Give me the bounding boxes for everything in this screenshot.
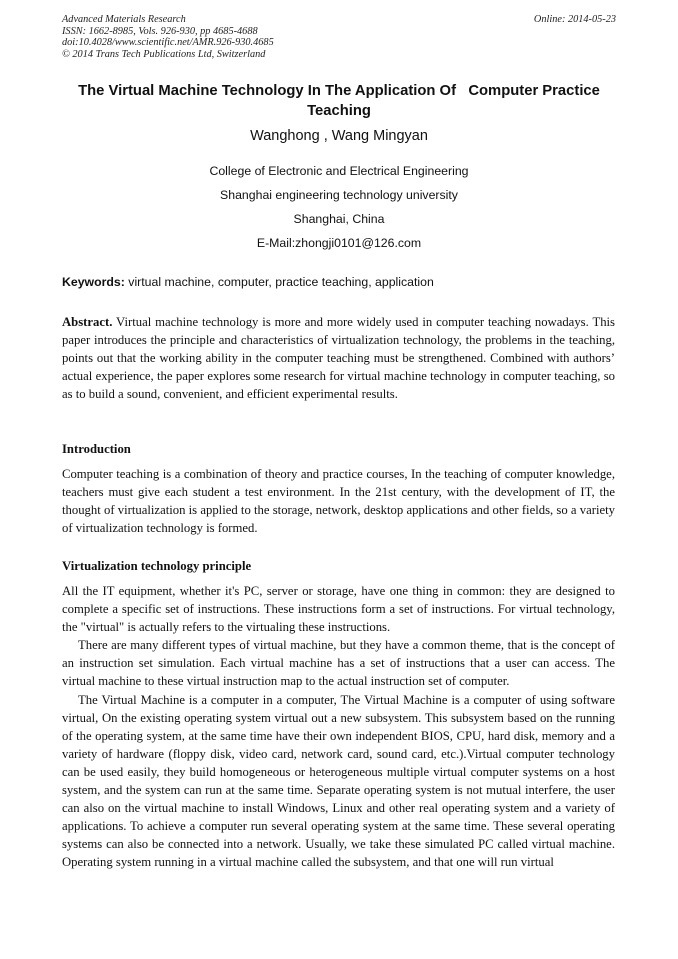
paragraph: There are many different types of virtual machine, but they have a common theme, that is the concept of an instruction set simulation. Each virtual machine has a set of instructions that a user can access. The virtual machine to these virtual instruction map to the actual instruction set of computer.: [62, 638, 615, 689]
affiliation-college: College of Electronic and Electrical Engineering: [209, 164, 469, 178]
section-heading-introduction: Introduction: [62, 442, 131, 456]
paragraph: All the IT equipment, whether it's PC, server or storage, have one thing in common: they are designed to complete a specific set of instructions. These instructions form a set of instructions. For virtual technology, the "virtual" is actually refers to the virtualing these instructions.: [62, 584, 615, 635]
author-email: E-Mail:zhongji0101@126.com: [256, 236, 422, 250]
journal-name: Advanced Materials Research: [62, 14, 186, 25]
paper-title: The Virtual Machine Technology In The Application Of Computer Practice Teaching: [78, 83, 605, 119]
introduction-body: [62, 465, 615, 537]
keywords: [62, 275, 622, 290]
keywords-text: virtual machine, computer, practice teaching, application: [124, 275, 434, 289]
abstract-text: Virtual machine technology is more and more widely used in computer teaching nowadays. This paper introduces the principle and characteristics of virtualization technology, the problems in the teaching, points out that the working ability in the computer teaching must be strengthened. Combined with authors’ actual experience, the paper explores some research for virtual machine technology in computer teaching, so as to build a sound, convenient, and efficient experimental results.: [62, 315, 615, 402]
paragraph: The Virtual Machine is a computer in a computer, The Virtual Machine is a computer of using software virtual, On the existing operating system virtual out a new subsystem. This subsystem based on the running of the operating system, at the same time have their own independent BIOS, CPU, hard disk, memory and a variety of hardware (floppy disk, video card, network card, sound card, etc.).Virtual computer technology can be used easily, they build homogeneous or heterogeneous multiple virtual computer systems on a host system, and the system can run at the same time. Separate operating system is not mutual interfere, the user can also on the virtual machine to install Windows, Linux and other real operating system and a variety of applications. To achieve a computer run several operating system at the same time. These several operating systems can also be connected into a network. Usually, we take these simulated PC called virtual machine. Operating system running in a virtual machine called the subsystem, and that one will run virtual: [62, 692, 615, 870]
section-heading-principle: Virtualization technology principle: [62, 559, 252, 573]
online-date: Online: 2014-05-23: [533, 14, 616, 25]
keywords-label: Keywords:: [62, 275, 125, 289]
authors: Wanghong , Wang Mingyan: [250, 128, 428, 144]
affiliation-university: Shanghai engineering technology university: [220, 188, 458, 202]
paragraph: Computer teaching is a combination of theory and practice courses, In the teaching of computer knowledge, teachers must give each student a test environment. In the 21st century, with the development of IT, the thought of virtualization is applied to the storage, network, desktop applications and other fields, so a variety of virtualization technology is formed.: [62, 467, 615, 536]
principle-body: [62, 582, 615, 872]
copyright-line: © 2014 Trans Tech Publications Ltd, Switzerland: [62, 48, 266, 60]
abstract: [62, 313, 615, 403]
affiliation-city: Shanghai, China: [293, 212, 385, 226]
doi-line: doi:10.4028/www.scientific.net/AMR.926-930.4685: [62, 37, 274, 49]
issn-line: ISSN: 1662-8985, Vols. 926-930, pp 4685-4688: [62, 25, 258, 37]
abstract-label: Abstract.: [62, 315, 113, 329]
journal-header: [62, 14, 616, 60]
